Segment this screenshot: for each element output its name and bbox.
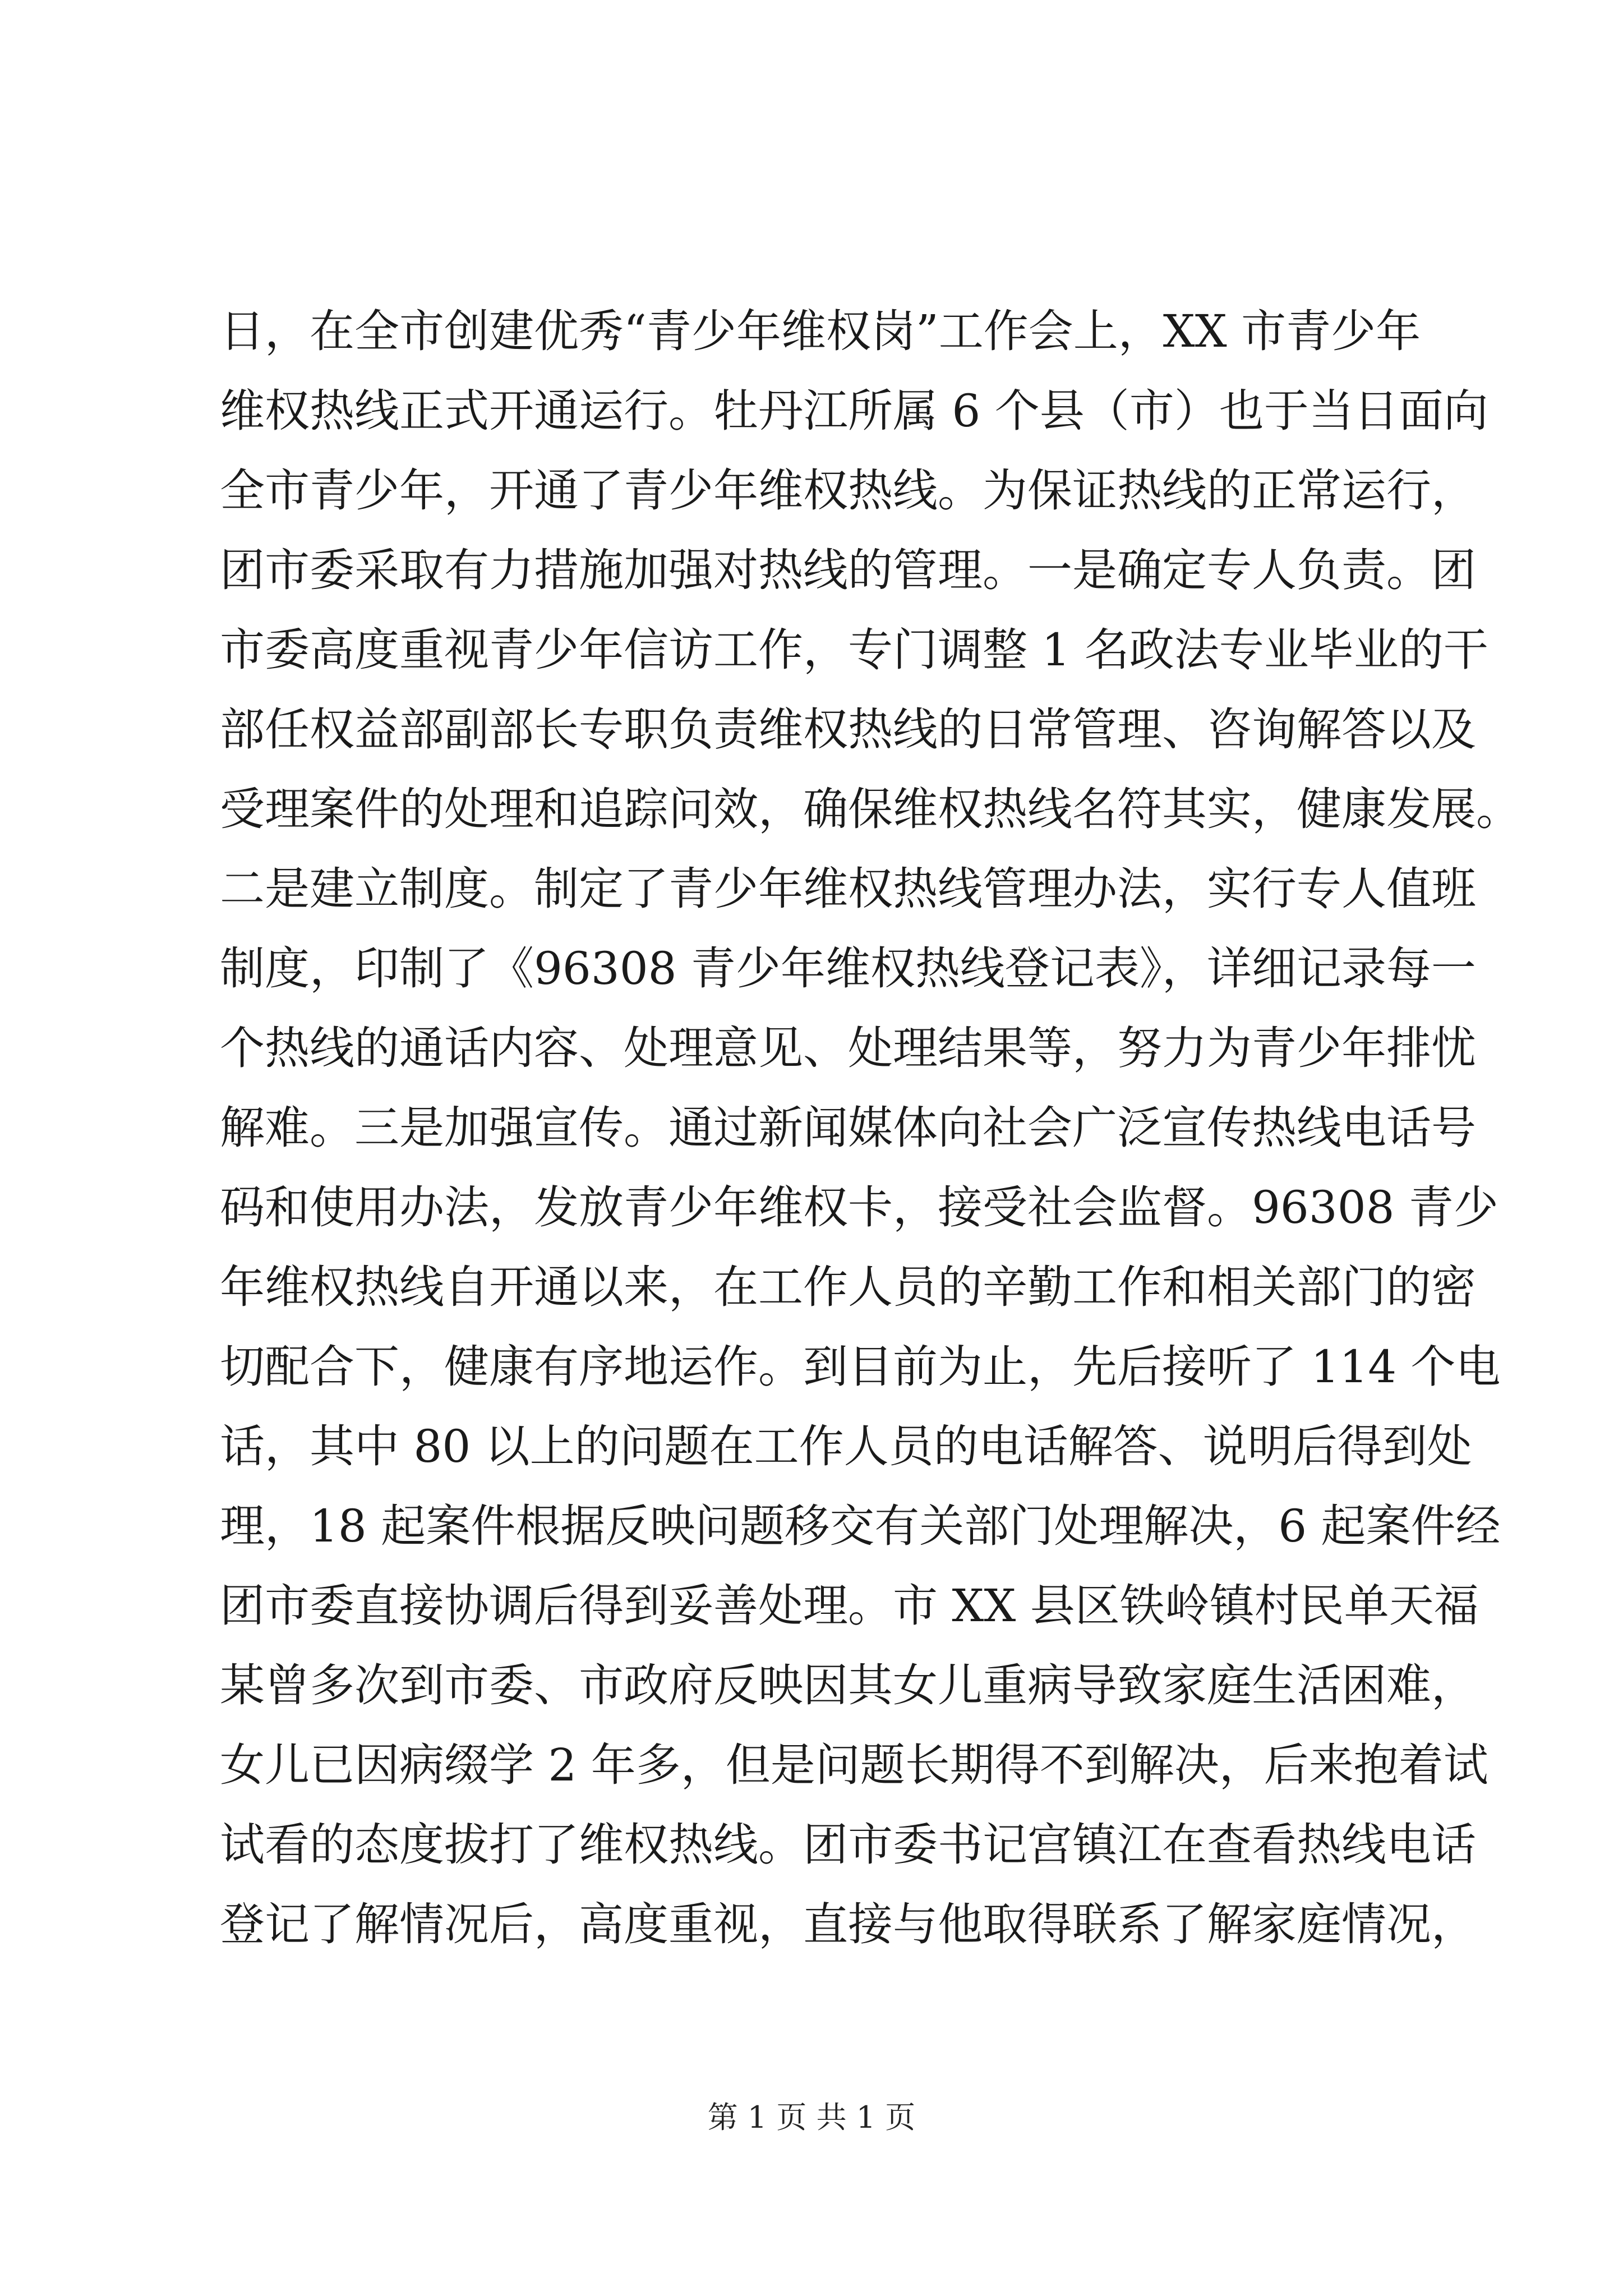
text-line: 二是建立制度。制定了青少年维权热线管理办法，实行专人值班 — [220, 863, 1476, 915]
page-number-label: 第 1 页 共 1 页 — [707, 2100, 916, 2135]
text-line: 部任权益部副部长专职负责维权热线的日常管理、咨询解答以及 — [220, 703, 1476, 756]
text-line: 试看的态度拔打了维权热线。团市委书记宫镇江在查看热线电话 — [220, 1819, 1476, 1871]
text-line: 制度，印制了《96308 青少年维权热线登记表》，详细记录每一 — [220, 942, 1476, 995]
text-line: 受理案件的处理和追踪问效，确保维权热线名符其实，健康发展。 — [220, 783, 1521, 835]
text-line: 年维权热线自开通以来，在工作人员的辛勤工作和相关部门的密 — [220, 1261, 1476, 1313]
text-line: 个热线的通话内容、处理意见、处理结果等，努力为青少年排忧 — [220, 1022, 1476, 1074]
text-line: 团市委直接协调后得到妥善处理。市 XX 县区铁岭镇村民单天福 — [220, 1580, 1479, 1632]
text-line: 理，18 起案件根据反映问题移交有关部门处理解决，6 起案件经 — [220, 1500, 1501, 1552]
text-line: 团市委采取有力措施加强对热线的管理。一是确定专人负责。团 — [220, 544, 1476, 596]
text-line: 维权热线正式开通运行。牡丹江所属 6 个县（市）也于当日面向 — [220, 385, 1488, 437]
text-line: 登记了解情况后，高度重视，直接与他取得联系了解家庭情况， — [220, 1898, 1476, 1950]
text-line: 解难。三是加强宣传。通过新闻媒体向社会广泛宣传热线电话号 — [220, 1102, 1476, 1154]
text-line: 码和使用办法，发放青少年维权卡，接受社会监督。96308 青少 — [220, 1181, 1498, 1234]
text-line: 话，其中 80 以上的问题在工作人员的电话解答、说明后得到处 — [220, 1420, 1472, 1473]
body-text — [220, 292, 1599, 1964]
text-line: 切配合下，健康有序地运作。到目前为止，先后接听了 114 个电 — [220, 1341, 1501, 1393]
text-line: 市委高度重视青少年信访工作，专门调整 1 名政法专业毕业的干 — [220, 624, 1488, 676]
page-footer — [0, 2098, 1623, 2137]
text-line: 日，在全市创建优秀“青少年维权岗”工作会上，XX 市青少年 — [220, 305, 1421, 357]
text-line: 全市青少年，开通了青少年维权热线。为保证热线的正常运行， — [220, 464, 1476, 517]
text-line: 某曾多次到市委、市政府反映因其女儿重病导致家庭生活困难， — [220, 1659, 1476, 1711]
text-line: 女儿已因病缀学 2 年多，但是问题长期得不到解决，后来抱着试 — [220, 1739, 1488, 1791]
